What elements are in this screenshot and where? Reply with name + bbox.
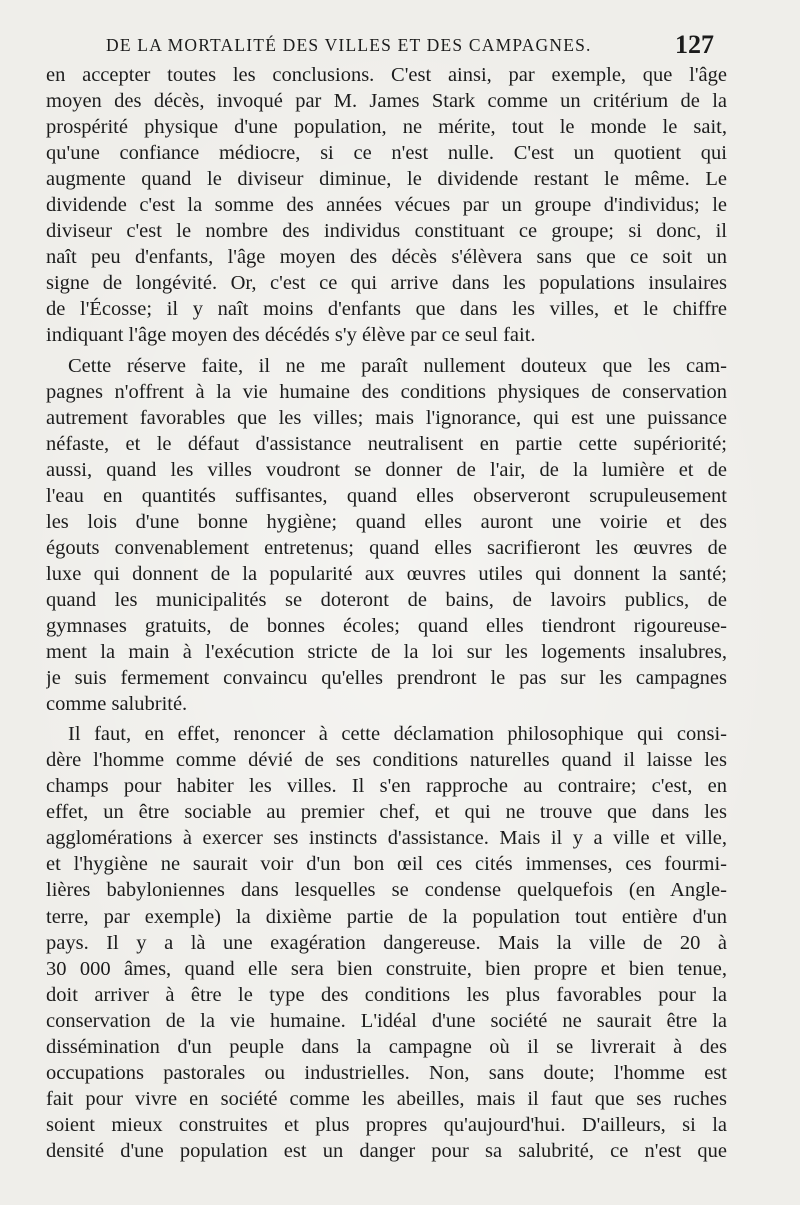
text-line: 30 000 âmes, quand elle sera bien construite, bien propre et bien tenue,	[46, 957, 727, 980]
body-text	[46, 62, 727, 1164]
page-number: 127	[675, 30, 714, 59]
text-line: agglomérations à exercer ses instincts d'assistance. Mais il y a ville et ville,	[46, 827, 727, 850]
text-line: qu'une confiance médiocre, si ce n'est nulle. C'est un quotient qui	[46, 142, 727, 165]
text-line: effet, un être sociable au premier chef, et qui ne trouve que dans les	[46, 801, 727, 824]
paragraph	[46, 721, 727, 1164]
text-line: occupations pastorales ou industrielles. Non, sans doute; l'homme est	[46, 1061, 727, 1084]
running-title: DE LA MORTALITÉ DES VILLES ET DES CAMPAGNES.	[106, 35, 592, 55]
paragraph	[46, 62, 727, 349]
text-line: gymnases gratuits, de bonnes écoles; quand elles tiendront rigoureuse-	[46, 614, 727, 637]
text-line: pays. Il y a là une exagération dangereuse. Mais la ville de 20 à	[46, 931, 727, 954]
paragraph-container	[46, 62, 727, 1164]
text-line: aussi, quand les villes voudront se donner de l'air, de la lumière et de	[46, 458, 727, 481]
text-line: je suis fermement convaincu qu'elles prendront le pas sur les campagnes	[46, 667, 727, 690]
text-line: augmente quand le diviseur diminue, le dividende restant le même. Le	[46, 168, 727, 191]
text-line: pagnes n'offrent à la vie humaine des conditions physiques de conservation	[46, 380, 727, 403]
text-line: luxe qui donnent de la popularité aux œuvres utiles qui donnent la santé;	[46, 562, 727, 585]
text-line: conservation de la vie humaine. L'idéal d'une société ne saurait être la	[46, 1009, 727, 1032]
text-line: terre, par exemple) la dixième partie de la population tout entière d'un	[46, 905, 727, 928]
text-line: Il faut, en effet, renoncer à cette déclamation philosophique qui consi-	[68, 723, 727, 746]
text-line: dissémination d'un peuple dans la campagne où il se livrerait à des	[46, 1035, 727, 1058]
text-line: indiquant l'âge moyen des décédés s'y élève par ce seul fait.	[46, 324, 536, 347]
text-line: en accepter toutes les conclusions. C'est ainsi, par exemple, que l'âge	[46, 64, 727, 86]
running-header	[40, 31, 716, 61]
text-line: les lois d'une bonne hygiène; quand elles auront une voirie et des	[46, 510, 727, 533]
text-line: dère l'homme comme dévié de ses conditions naturelles quand il laisse les	[46, 749, 727, 772]
paragraph	[46, 353, 727, 718]
text-line: densité d'une population est un danger pour sa salubrité, ce n'est que	[46, 1139, 727, 1162]
text-line: ment la main à l'exécution stricte de la loi sur les logements insalubres,	[46, 641, 727, 664]
text-line: diviseur c'est le nombre des individus constituant ce groupe; si donc, il	[46, 220, 727, 243]
text-line: moyen des décès, invoqué par M. James Stark comme un critérium de la	[46, 90, 727, 113]
text-line: Cette réserve faite, il ne me paraît nullement douteux que les cam-	[68, 354, 727, 377]
text-line: signe de longévité. Or, c'est ce qui arrive dans les populations insulaires	[46, 272, 727, 295]
text-line: champs pour habiter les villes. Il s'en rapproche au contraire; c'est, en	[46, 775, 727, 798]
text-line: lières babyloniennes dans lesquelles se condense quelquefois (en Angle-	[46, 879, 727, 902]
text-line: égouts convenablement entretenus; quand elles sacrifieront les œuvres de	[46, 536, 727, 559]
text-line: dividende c'est la somme des années vécues par un groupe d'individus; le	[46, 194, 727, 217]
text-line: comme salubrité.	[46, 693, 188, 716]
text-line: l'eau en quantités suffisantes, quand elles observeront scrupuleusement	[46, 484, 727, 507]
text-line: prospérité physique d'une population, ne mérite, tout le monde le sait,	[46, 116, 727, 139]
text-line: de l'Écosse; il y naît moins d'enfants que dans les villes, et le chiffre	[46, 298, 727, 321]
text-line: autrement favorables que les villes; mais l'ignorance, qui est une puissance	[46, 406, 727, 429]
text-line: néfaste, et le défaut d'assistance neutralisent en partie cette supériorité;	[46, 432, 727, 455]
text-line: soient mieux construites et plus propres qu'aujourd'hui. D'ailleurs, si la	[46, 1113, 727, 1136]
text-line: quand les municipalités se doteront de bains, de lavoirs publics, de	[46, 588, 727, 611]
text-line: doit arriver à être le type des conditions les plus favorables pour la	[46, 983, 727, 1006]
text-line: naît peu d'enfants, l'âge moyen des décès s'élèvera sans que ce soit un	[46, 246, 727, 269]
text-line: fait pour vivre en société comme les abeilles, mais il faut que ses ruches	[46, 1087, 727, 1110]
text-line: et l'hygiène ne saurait voir d'un bon œil ces cités immenses, ces fourmi-	[46, 853, 727, 876]
